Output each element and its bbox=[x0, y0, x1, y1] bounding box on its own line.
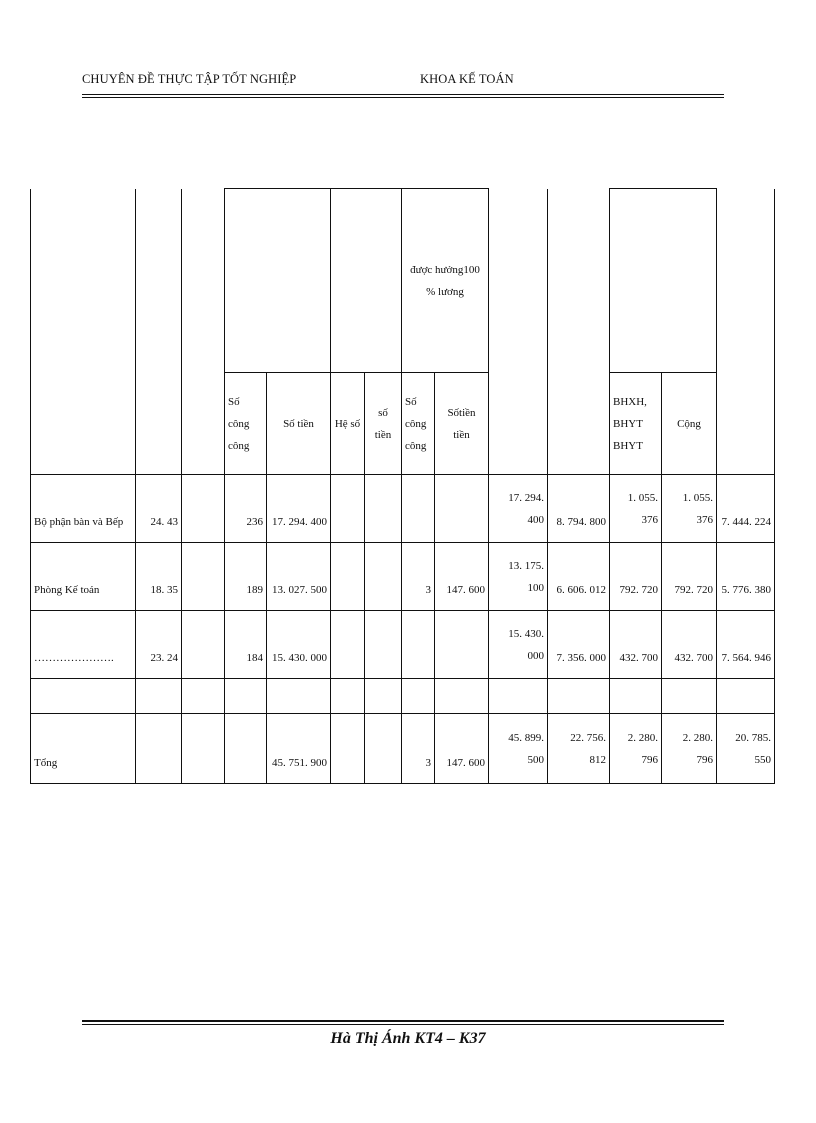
total-cong bbox=[662, 714, 717, 784]
row3-tong-line1: 15. 430. bbox=[508, 627, 544, 640]
empty-cell bbox=[489, 679, 548, 714]
header-blank-3 bbox=[182, 189, 225, 475]
subheader-so-tien-3 bbox=[435, 373, 489, 475]
empty-cell bbox=[182, 679, 225, 714]
total-bh-line1: 2. 280. bbox=[627, 731, 658, 744]
table-row-empty bbox=[31, 679, 775, 714]
row3-so-tien2 bbox=[365, 611, 402, 679]
row1-bh-line1: 1. 055. bbox=[627, 491, 658, 504]
total-tong-line2: 500 bbox=[527, 753, 544, 766]
row2-so-tien3: 147. 600 bbox=[435, 543, 489, 611]
subheader-so-cong-line3: công bbox=[228, 439, 250, 452]
total-so-cong bbox=[225, 714, 267, 784]
row3-cong: 432. 700 bbox=[662, 611, 717, 679]
row2-tong-line2: 100 bbox=[527, 581, 544, 594]
row3-bh: 432. 700 bbox=[610, 611, 662, 679]
total-hs bbox=[136, 714, 182, 784]
row1-hs: 24. 43 bbox=[136, 475, 182, 543]
footer-rule-bottom bbox=[82, 1024, 724, 1025]
page-header bbox=[82, 72, 722, 92]
empty-cell bbox=[435, 679, 489, 714]
row2-tam-ung: 6. 606. 012 bbox=[548, 543, 610, 611]
row1-bh bbox=[610, 475, 662, 543]
subheader-so-tien: Số tiền bbox=[267, 373, 331, 475]
empty-cell bbox=[331, 679, 365, 714]
row3-name: …………………. bbox=[31, 611, 136, 679]
row1-bh-line2: 376 bbox=[641, 513, 658, 526]
subheader-so-tien-2-line1: số bbox=[378, 406, 388, 419]
total-con-lai-line1: 20. 785. bbox=[735, 731, 771, 744]
row1-so-tien2 bbox=[365, 475, 402, 543]
row3-so-tien: 15. 430. 000 bbox=[267, 611, 331, 679]
header-group-100-percent: được hưởng100 % lương bbox=[402, 189, 489, 373]
header-blank-1 bbox=[31, 189, 136, 475]
subheader-so-cong-2 bbox=[402, 373, 435, 475]
row2-he-so bbox=[331, 543, 365, 611]
row1-so-cong2 bbox=[402, 475, 435, 543]
row1-so-cong: 236 bbox=[225, 475, 267, 543]
row1-tong-line2: 400 bbox=[527, 513, 544, 526]
subheader-so-cong bbox=[225, 373, 267, 475]
total-tong bbox=[489, 714, 548, 784]
subheader-so-tien-3-line2: tiền bbox=[453, 428, 470, 441]
salary-table bbox=[30, 188, 775, 784]
row1-con-lai: 7. 444. 224 bbox=[717, 475, 775, 543]
row1-cong-line1: 1. 055. bbox=[682, 491, 713, 504]
subheader-he-so: Hệ số bbox=[331, 373, 365, 475]
footer-rule-top bbox=[82, 1020, 724, 1022]
row3-he-so bbox=[331, 611, 365, 679]
empty-cell bbox=[610, 679, 662, 714]
row3-tong bbox=[489, 611, 548, 679]
subheader-so-cong-line2: công bbox=[228, 417, 250, 430]
subheader-so-tien-2 bbox=[365, 373, 402, 475]
empty-cell bbox=[267, 679, 331, 714]
subheader-bhxh bbox=[610, 373, 662, 475]
subheader-bhxh-line1: BHXH, bbox=[613, 395, 647, 408]
empty-cell bbox=[136, 679, 182, 714]
subheader-so-cong-2-line3: công bbox=[405, 439, 427, 452]
row1-so-tien3 bbox=[435, 475, 489, 543]
empty-cell bbox=[225, 679, 267, 714]
row2-so-tien2 bbox=[365, 543, 402, 611]
header-left-title: CHUYÊN ĐỀ THỰC TẬP TỐT NGHIỆP bbox=[82, 72, 297, 86]
row2-bh: 792. 720 bbox=[610, 543, 662, 611]
empty-cell bbox=[717, 679, 775, 714]
footer-author: Hà Thị Ánh KT4 – K37 bbox=[330, 1030, 486, 1047]
header-blank-2 bbox=[136, 189, 182, 475]
row2-con-lai: 5. 776. 380 bbox=[717, 543, 775, 611]
table-row bbox=[31, 475, 775, 543]
total-so-tien2 bbox=[365, 714, 402, 784]
total-bh-line2: 796 bbox=[641, 753, 658, 766]
table-row bbox=[31, 543, 775, 611]
header-group-a bbox=[225, 189, 331, 373]
total-so-tien3: 147. 600 bbox=[435, 714, 489, 784]
empty-cell bbox=[548, 679, 610, 714]
row2-tong bbox=[489, 543, 548, 611]
row2-so-cong: 189 bbox=[225, 543, 267, 611]
header-blank-14 bbox=[717, 189, 775, 475]
row1-so-tien: 17. 294. 400 bbox=[267, 475, 331, 543]
subheader-bhxh-line3: BHYT bbox=[613, 439, 643, 452]
header-rule-top bbox=[82, 94, 724, 95]
total-tam-ung bbox=[548, 714, 610, 784]
row3-so-cong: 184 bbox=[225, 611, 267, 679]
subheader-bhxh-line2: BHYT bbox=[613, 417, 643, 430]
total-con-lai bbox=[717, 714, 775, 784]
total-label: Tổng bbox=[31, 714, 136, 784]
total-tam-ung-line1: 22. 756. bbox=[570, 731, 606, 744]
subheader-so-cong-line1: Số bbox=[228, 395, 240, 408]
header-blank-10 bbox=[489, 189, 548, 475]
total-bh bbox=[610, 714, 662, 784]
row1-cong bbox=[662, 475, 717, 543]
total-tam-ung-line2: 812 bbox=[589, 753, 606, 766]
row3-con-lai: 7. 564. 946 bbox=[717, 611, 775, 679]
row3-tong-line2: 000 bbox=[527, 649, 544, 662]
row1-he-so bbox=[331, 475, 365, 543]
total-col3 bbox=[182, 714, 225, 784]
row1-tong-line1: 17. 294. bbox=[508, 491, 544, 504]
table-row bbox=[31, 611, 775, 679]
row2-so-cong2: 3 bbox=[402, 543, 435, 611]
row3-hs: 23. 24 bbox=[136, 611, 182, 679]
header-right-title: KHOA KẾ TOÁN bbox=[420, 72, 514, 86]
total-cong-line2: 796 bbox=[696, 753, 713, 766]
empty-cell bbox=[31, 679, 136, 714]
total-tong-line1: 45. 899. bbox=[508, 731, 544, 744]
subheader-so-cong-2-line2: công bbox=[405, 417, 427, 430]
row2-name: Phòng Kế toán bbox=[31, 543, 136, 611]
row1-tong bbox=[489, 475, 548, 543]
row1-cong-line2: 376 bbox=[696, 513, 713, 526]
total-so-tien: 45. 751. 900 bbox=[267, 714, 331, 784]
subheader-so-cong-2-line1: Số bbox=[405, 395, 417, 408]
total-he-so bbox=[331, 714, 365, 784]
row2-tong-line1: 13. 175. bbox=[508, 559, 544, 572]
total-cong-line1: 2. 280. bbox=[682, 731, 713, 744]
subheader-cong: Cộng bbox=[662, 373, 717, 475]
table-row-total bbox=[31, 714, 775, 784]
empty-cell bbox=[365, 679, 402, 714]
row2-so-tien: 13. 027. 500 bbox=[267, 543, 331, 611]
total-con-lai-line2: 550 bbox=[754, 753, 771, 766]
subheader-so-tien-3-line1: Sốtiền bbox=[447, 406, 476, 419]
row3-so-cong2 bbox=[402, 611, 435, 679]
header-group-b bbox=[331, 189, 402, 373]
row1-name: Bộ phận bàn và Bếp bbox=[31, 475, 136, 543]
row3-col3 bbox=[182, 611, 225, 679]
empty-cell bbox=[662, 679, 717, 714]
header-rule-bottom bbox=[82, 97, 724, 98]
row2-col3 bbox=[182, 543, 225, 611]
row1-col3 bbox=[182, 475, 225, 543]
row3-tam-ung: 7. 356. 000 bbox=[548, 611, 610, 679]
subheader-so-tien-2-line2: tiền bbox=[374, 428, 392, 441]
row1-tam-ung: 8. 794. 800 bbox=[548, 475, 610, 543]
empty-cell bbox=[402, 679, 435, 714]
row2-cong: 792. 720 bbox=[662, 543, 717, 611]
total-so-cong2: 3 bbox=[402, 714, 435, 784]
row3-so-tien3 bbox=[435, 611, 489, 679]
row2-hs: 18. 35 bbox=[136, 543, 182, 611]
header-blank-11 bbox=[548, 189, 610, 475]
header-group-bh bbox=[610, 189, 717, 373]
